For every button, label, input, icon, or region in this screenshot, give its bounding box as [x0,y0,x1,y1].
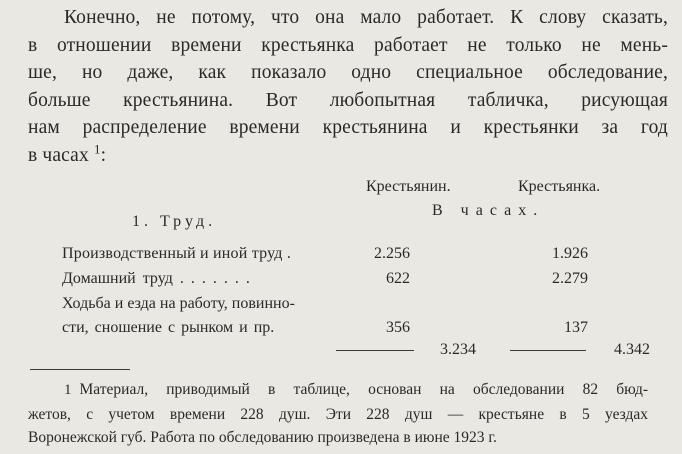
value-peasant-man: 622 [386,270,410,287]
paragraph-last-text: в часах [28,144,89,166]
total-peasant-woman: 4.342 [614,341,650,358]
row-label: Ходьба и езда на работу, повинно- [62,295,295,312]
value-peasant-man: 356 [386,319,410,336]
paragraph-line: больше крестьянина. Вот любопытная табличка, рисующая [28,89,668,111]
paragraph-colon: : [100,144,107,166]
value-peasant-woman: 137 [564,319,588,336]
value-peasant-woman: 1.926 [552,245,588,262]
column-header-peasant-woman: Крестьянка. [518,178,601,195]
paragraph-line: ше, но даже, как показало одно специальное обследование, [28,62,668,83]
paragraph-line: нам распределение времени крестьянина и крестьянки за год [28,117,668,138]
column-header-peasant-man: Крестьянин. [366,178,451,195]
footnote [28,378,648,450]
section-title: 1. Труд. [132,213,217,230]
row-label: Производственный и иной труд . [62,245,292,262]
value-peasant-man: 2.256 [374,245,410,262]
footnote-marker: 1 [64,382,72,398]
paragraph-line [28,142,668,170]
paragraph-line: Конечно, не потому, что она мало работает. К слову сказать, [64,7,668,28]
footnote-line: Воронежской губ. Работа по обследованию произведена в июне 1923 г. [28,429,497,446]
total-rule [510,350,586,351]
total-peasant-man: 3.234 [440,341,476,358]
footnote-line [28,378,648,403]
unit-label: В часах. [432,202,545,219]
footnote-separator [30,369,130,370]
footnote-line: жетов, с учетом времени 228 душ. Эти 228 душ — крестьяне в 5 уездах [28,405,648,423]
body-paragraph [28,4,668,169]
value-peasant-woman: 2.279 [552,270,588,287]
row-label: Домашний труд . . . . . . . [62,270,250,287]
footnote-reference: 1 [93,141,101,156]
footnote-line-text: Материал, приводимый в таблице, основан на обследовании 82 бюд- [79,381,648,398]
row-label-continuation: сти, сношение с рынком и пр. [62,319,275,336]
paragraph-line: в отношении времени крестьянка работает не только не мень- [28,34,668,56]
total-rule [336,350,414,351]
